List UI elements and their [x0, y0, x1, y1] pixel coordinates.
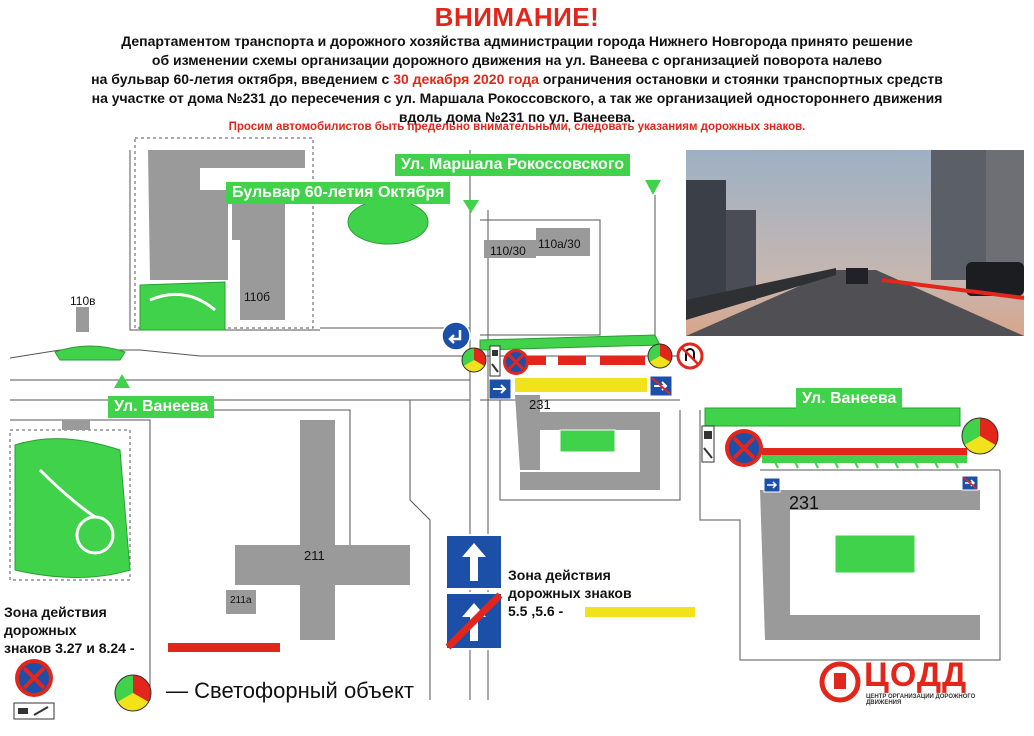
codd-logo [818, 658, 993, 706]
tow-truck-plaque-icon [14, 703, 54, 719]
label-boulevard-60: Бульвар 60-летия Октября [226, 182, 450, 204]
building-label-231-inset: 231 [789, 493, 820, 513]
legend-zone-55-line1: Зона действия [508, 567, 611, 583]
stop-zone-segment [600, 356, 645, 365]
notice-line-3-start: на бульвар 60-летия октября, введением с [91, 71, 394, 87]
codd-logo-subtitle: ЦЕНТР ОРГАНИЗАЦИИ ДОРОЖНОГО ДВИЖЕНИЯ [866, 694, 976, 706]
one-way-end-sign-icon [650, 376, 672, 396]
legend-zone-55-line2: дорожных знаков [508, 585, 632, 601]
building-110v [76, 307, 89, 332]
notice-line-5: вдоль дома №231 по ул. Ванеева. [398, 109, 636, 125]
tow-truck-plaque-icon [490, 346, 500, 376]
one-way-end-sign-icon [962, 476, 978, 490]
building-label-110a-30: 110а/30 [538, 237, 581, 251]
legend-zone-327-line2: дорожных [4, 622, 77, 638]
tow-truck-plaque-icon [702, 426, 714, 462]
block-outline-2 [410, 400, 430, 700]
street-photo-illustration [686, 150, 1024, 336]
building-label-231: 231 [529, 397, 551, 412]
end-one-way-road-sign-icon [446, 593, 502, 649]
building-label-211: 211 [304, 548, 325, 563]
notice-line-3-end: ограничения остановки и стоянки транспортных средств [538, 71, 943, 87]
street-photo [686, 150, 1024, 336]
courtyard-231-inset [835, 535, 915, 573]
traffic-light-2 [648, 344, 672, 368]
legend-zone-327-line1: Зона действия [4, 604, 107, 620]
one-way-sign-icon [764, 478, 780, 492]
notice-line-2: об изменении схемы организации дорожного движения на ул. Ванеева с организацией поворота налево [151, 52, 883, 68]
one-way-road-sign-icon [446, 535, 502, 589]
notice-line-4: на участке от дома №231 до пересечения с ул. Маршала Рокоссовского, а так же организацией одностороннего движения [91, 90, 943, 106]
building-label-110-30: 110/30 [490, 244, 526, 258]
traffic-light-1 [462, 348, 486, 372]
effective-date: 30 декабря 2020 года [393, 71, 539, 87]
traffic-light-3 [962, 418, 998, 454]
vaneeva-arrow-icon [114, 374, 130, 388]
stop-zone-segment [558, 356, 586, 365]
building-211 [235, 420, 410, 640]
green-zone-oval [348, 200, 428, 244]
inset-stop-zone [762, 448, 967, 455]
green-zone-roundabout-park [15, 439, 130, 578]
label-vaneeva-right: Ул. Ванеева [796, 388, 902, 410]
legend-zone-55 [508, 566, 632, 620]
codd-logo-text: ЦОДД [864, 656, 968, 694]
green-zone-inset-strip [705, 408, 960, 426]
inset-green-verge [762, 455, 967, 463]
turn-left-sign-icon [442, 322, 470, 350]
label-vaneeva-left: Ул. Ванеева [108, 396, 214, 418]
legend-zone-327-line3: знаков 3.27 и 8.24 - [4, 640, 135, 656]
no-stopping-sign-icon [725, 429, 763, 467]
rokossovsky-arrow-icon [645, 180, 661, 195]
courtyard-231 [560, 430, 615, 452]
driver-warning: Просим автомобилистов быть предельно внимательными, следовать указаниям дорожных знаков. [228, 121, 806, 133]
no-stopping-sign-icon [503, 349, 529, 375]
no-u-turn-sign-icon [678, 344, 702, 368]
building-label-110b: 110б [244, 290, 271, 304]
legend-zone-55-line3: 5.5 ,5.6 - [508, 603, 564, 619]
legend-traffic-light: — Светофорный объект [166, 678, 414, 703]
vaneeva-road-edge-left [10, 380, 470, 400]
legend-zone-327 [4, 603, 135, 657]
green-zone-strip-2 [480, 335, 660, 350]
one-way-zone [515, 378, 647, 392]
notice-line-1: Департаментом транспорта и дорожного хозяйства администрации города Нижнего Новгорода принято решение [121, 33, 913, 49]
traffic-light-legend [115, 675, 151, 711]
building-label-110v: 110в [70, 294, 96, 308]
green-zone-strip-1 [55, 346, 125, 360]
label-rokossovsky-street: Ул. Маршала Рокоссовского [395, 154, 630, 176]
building-label-211a: 211а [230, 595, 252, 606]
one-way-sign-icon [489, 379, 511, 399]
legend-red-line [168, 643, 280, 652]
notice-title: ВНИМАНИЕ! [434, 2, 600, 32]
building-small [62, 420, 90, 430]
no-stopping-sign-icon [15, 659, 53, 697]
boulevard-arrow-icon [463, 200, 479, 213]
